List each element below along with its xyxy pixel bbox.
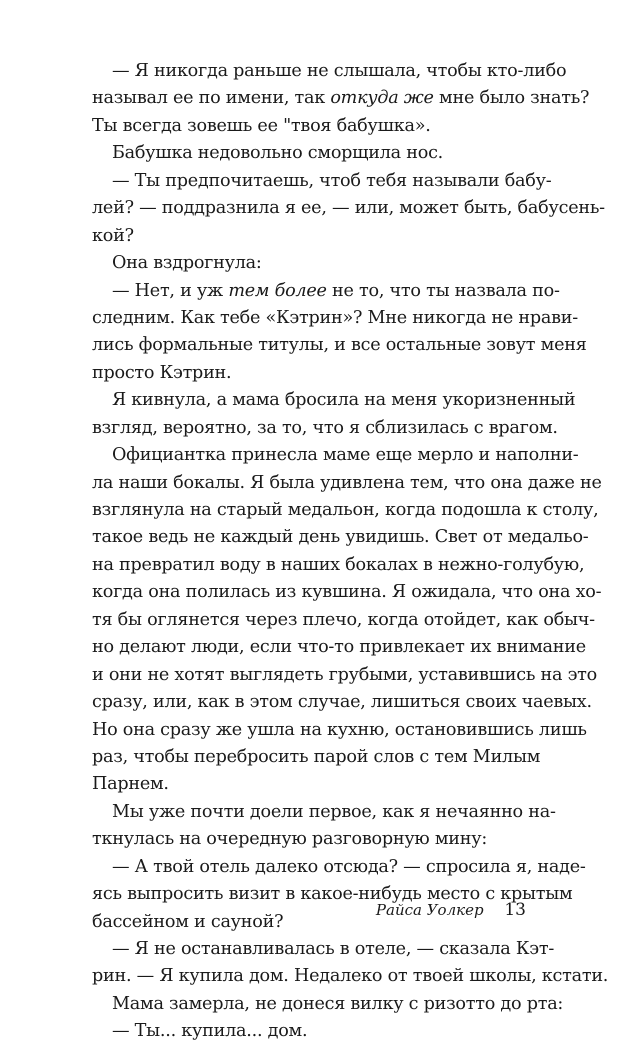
text-line: раз, чтобы перебросить парой слов с тем Милым bbox=[92, 746, 541, 767]
text-line: ясь выпросить визит в какое-нибудь место с крытым bbox=[92, 884, 573, 905]
text-line: лись формальные титулы, и все остальные зовут меня bbox=[92, 335, 587, 356]
text-line: — Ты предпочитаешь, чтоб тебя называли бабу- bbox=[112, 170, 552, 191]
text-line: сразу, или, как в этом случае, лишиться своих чаевых. bbox=[92, 692, 592, 713]
text-line: взглянула на старый медальон, когда подошла к столу, bbox=[92, 500, 599, 520]
text-line: Мама замерла, не донеся вилку с ризотто до рта: bbox=[112, 993, 564, 1014]
text-line: следним. Как тебе «Кэтрин»? Мне никогда не нрави- bbox=[92, 307, 578, 328]
text-line: называл ее по имени, так откуда же мне было знать? bbox=[92, 88, 590, 109]
text-line: — Нет, и уж тем более не то, что ты назвала по- bbox=[112, 280, 560, 301]
emphasis: тем более bbox=[228, 280, 327, 301]
text-line: на превратил воду в наших бокалах в нежно-голубую, bbox=[92, 554, 585, 575]
running-footer-author: Райса Уолкер bbox=[375, 901, 484, 919]
text-line: — А твой отель далеко отсюда? — спросила я, надe- bbox=[112, 856, 586, 877]
text-line: рин. — Я купила дом. Недалеко от твоей школы, кстати. bbox=[92, 966, 609, 987]
emphasis: откуда же bbox=[330, 88, 434, 109]
text-line: Она вздрогнула: bbox=[112, 253, 262, 274]
text-line: и они не хотят выглядеть грубыми, уставившись на это bbox=[92, 664, 597, 685]
text-line: — Ты... купила... дом. bbox=[112, 1021, 308, 1042]
text-line: — Я никогда раньше не слышала, чтобы кто-либо bbox=[112, 61, 567, 81]
text-line: бассейном и сауной? bbox=[92, 911, 284, 932]
text-line: просто Кэтрин. bbox=[92, 362, 232, 383]
text-line: — Я не останавливалась в отеле, — сказала Кэт- bbox=[112, 939, 555, 959]
text-line: ткнулась на очередную разговорную мину: bbox=[92, 829, 488, 850]
text-line: когда она полилась из кувшина. Я ожидала, что она хо- bbox=[92, 582, 602, 603]
text-line: взгляд, вероятно, за то, что я сблизилась с врагом. bbox=[92, 417, 558, 438]
text-line: Ты всегда зовешь ее "твоя бабушка». bbox=[92, 115, 431, 136]
text-line: Парнем. bbox=[92, 774, 169, 795]
text-line: Я кивнула, а мама бросила на меня укоризненный bbox=[112, 390, 576, 411]
text-line: тя бы оглянется через плечо, когда отойдет, как обыч- bbox=[92, 609, 595, 630]
page-footer bbox=[376, 900, 526, 920]
text-line: лей? — поддразнила я ее, — или, может быть, бабусень- bbox=[92, 198, 605, 219]
text-line: такое ведь не каждый день увидишь. Свет от медальо- bbox=[92, 527, 589, 548]
text-line: Мы уже почти доели первое, как я нечаянно на- bbox=[112, 801, 556, 822]
text-line: кой? bbox=[92, 225, 134, 246]
text-line: ла наши бокалы. Я была удивлена тем, что она даже не bbox=[92, 472, 602, 493]
text-line: но делают люди, если что-то привлекает их внимание bbox=[92, 637, 586, 658]
page-number: 13 bbox=[504, 900, 526, 920]
text-line: Официантка принесла маме еще мерло и наполни- bbox=[112, 445, 579, 466]
text-line: Но она сразу же ушла на кухню, остановившись лишь bbox=[92, 719, 587, 740]
page-text bbox=[92, 58, 609, 1046]
text-line: Бабушка недовольно сморщила нос. bbox=[112, 143, 444, 164]
